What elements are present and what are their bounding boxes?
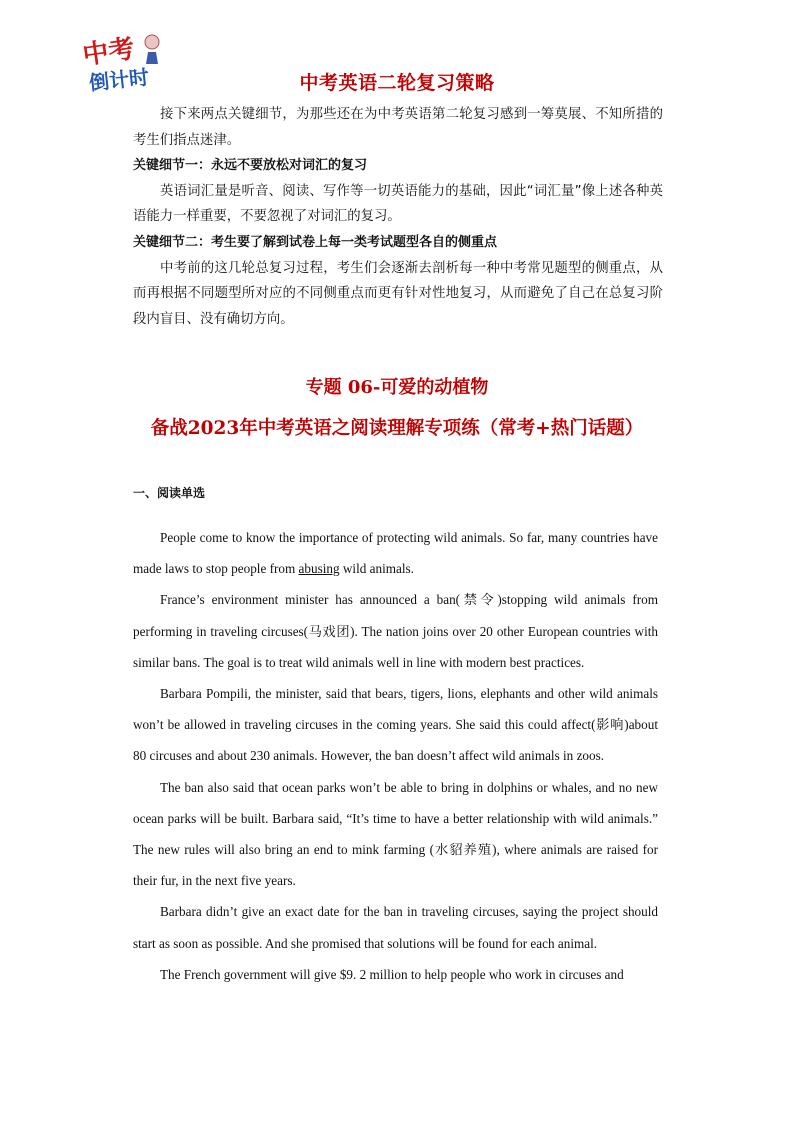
intro-paragraph: 接下来两点关键细节，为那些还在为中考英语第二轮复习感到一筹莫展、不知所措的考生们指点迷津。 <box>133 107 663 148</box>
point2-body: 中考前的这几轮总复习过程，考生们会逐渐去剖析每一种中考常见题型的侧重点，从而再根据不同题型所对应的不同侧重点而更有针对性地复习，从而避免了自己在总复习阶段内盲目、没有确切方向。 <box>133 260 663 327</box>
topic-title: 专题 06-可爱的动植物 <box>305 377 489 398</box>
section-heading: 一、阅读单选 <box>133 486 206 500</box>
reading-passage <box>133 522 658 990</box>
underlined-word: abusing <box>298 561 340 577</box>
passage-paragraph-5: Barbara didn’t give an exact date for the ban in traveling circuses, saying the project should start as soon as possible. And she promised that solutions will be found for each animal. <box>133 904 658 951</box>
passage-paragraph-6: The French government will give $9. 2 million to help people who work in circuses and <box>160 966 624 982</box>
passage-p1-text-a: People come to know the importance of protecting wild animals. So far, many countries have made laws to stop people from <box>133 530 658 577</box>
passage-paragraph-3: Barbara Pompili, the minister, said that bears, tigers, lions, elephants and other wild animals won’t be allowed in traveling circuses in the coming years. She said this could affect(影响)about 80 circuses and about 230 animals. However, the ban doesn’t affect wild animals in zoos. <box>133 686 658 764</box>
passage-p1-text-b: wild animals. <box>339 561 414 577</box>
passage-paragraph-1 <box>133 522 658 584</box>
logo-text-bottom: 倒计时 <box>88 64 151 95</box>
point2-heading: 关键细节二：考生要了解到试卷上每一类考试题型各自的侧重点 <box>133 234 498 250</box>
series-title: 备战2023年中考英语之阅读理解专项练（常考+热门话题） <box>150 418 644 439</box>
passage-paragraph-2: France’s environment minister has announced a ban(禁令)stopping wild animals from performing in traveling circuses(马戏团). The nation joins over 20 other European countries with similar bans. The goal is to treat wild animals well in line with modern best practices. <box>133 592 658 670</box>
point1-heading: 关键细节一：永远不要放松对词汇的复习 <box>133 158 368 174</box>
page-title: 中考英语二轮复习策略 <box>299 72 495 94</box>
passage-paragraph-4: The ban also said that ocean parks won’t be able to bring in dolphins or whales, and no new ocean parks will be built. Barbara said, “It’s time to have a better relationship with wild animals.” The new rules will also bring an end to mink farming (水貂养殖), where animals are raised for their fur, in the next five years. <box>133 779 658 889</box>
logo-text-top: 中考 <box>80 33 137 71</box>
point1-body: 英语词汇量是听音、阅读、写作等一切英语能力的基础，因此“词汇量”像上述各种英语能力一样重要，不要忽视了对词汇的复习。 <box>133 183 663 225</box>
strategy-section <box>133 102 663 332</box>
